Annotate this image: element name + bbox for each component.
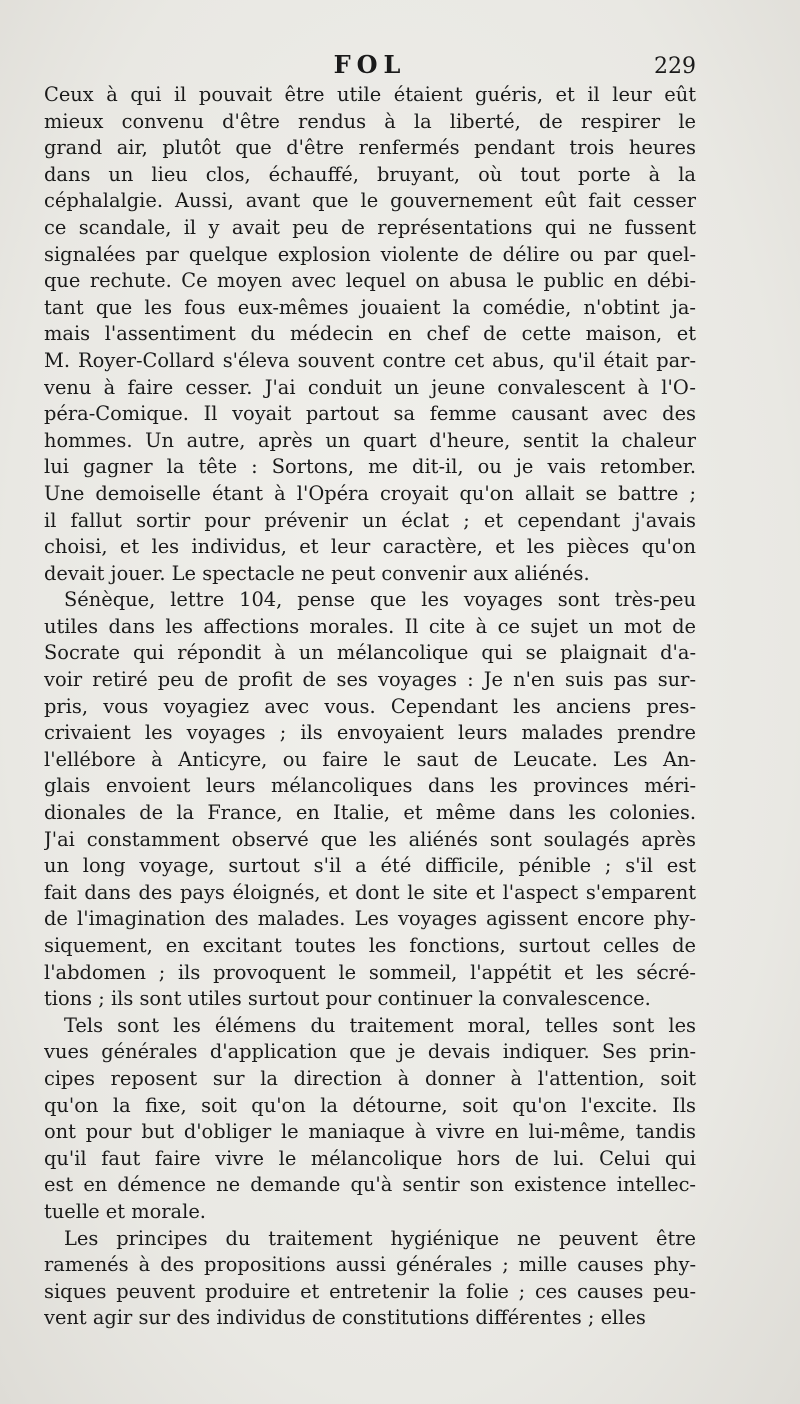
- text-line: J'ai constamment observé que les aliénés sont soulagés après: [44, 827, 696, 851]
- text-line: Les principes du traitement hygiénique ne peuvent être: [64, 1226, 696, 1250]
- text-line: pris, vous voyagiez avec vous. Cependant les anciens pres-: [44, 694, 696, 718]
- text-line: un long voyage, surtout s'il a été difficile, pénible ; s'il est: [44, 854, 696, 878]
- text-line: Une demoiselle étant à l'Opéra croyait qu'on allait se battre ;: [44, 481, 696, 505]
- text-line: ce scandale, il y avait peu de représentations qui ne fussent: [44, 215, 696, 239]
- text-line: ont pour but d'obliger le maniaque à vivre en lui-même, tandis: [44, 1120, 696, 1144]
- text-line: cipes reposent sur la direction à donner à l'attention, soit: [44, 1066, 696, 1090]
- text-line: choisi, et les individus, et leur caractère, et les pièces qu'on: [44, 535, 696, 559]
- text-line: lui gagner la tête : Sortons, me dit-il, ou je vais retomber.: [44, 455, 696, 479]
- text-line: dionales de la France, en Italie, et même dans les colonies.: [44, 801, 696, 825]
- page-body: [44, 82, 696, 1332]
- text-line: péra-Comique. Il voyait partout sa femme causant avec des: [44, 402, 696, 426]
- text-line: siquement, en excitant toutes les fonctions, surtout celles de: [44, 934, 696, 957]
- text-line: dans un lieu clos, échauffé, bruyant, où tout porte à la: [44, 162, 696, 186]
- text-line: siques peuvent produire et entretenir la folie ; ces causes peu-: [44, 1279, 696, 1303]
- text-line: utiles dans les affections morales. Il cite à ce sujet un mot de: [44, 614, 696, 638]
- text-line: l'ellébore à Anticyre, ou faire le saut de Leucate. Les An-: [44, 747, 696, 771]
- page-number: 229: [654, 54, 696, 79]
- text-line: venu à faire cesser. J'ai conduit un jeune convalescent à l'O-: [44, 375, 696, 399]
- text-line: mieux convenu d'être rendus à la liberté, de respirer le: [44, 109, 696, 133]
- text-line: qu'on la fixe, soit qu'on la détourne, soit qu'on l'excite. Ils: [44, 1093, 696, 1117]
- text-line: glais envoient leurs mélancoliques dans les provinces méri-: [44, 774, 696, 798]
- text-line: Tels sont les élémens du traitement moral, telles sont les: [64, 1013, 696, 1037]
- text-line: vues générales d'application que je devais indiquer. Ses prin-: [44, 1040, 696, 1064]
- text-line: crivaient les voyages ; ils envoyaient leurs malades prendre: [44, 721, 696, 745]
- text-line: tuelle et morale.: [44, 1199, 206, 1223]
- paragraph: [44, 82, 696, 587]
- text-line: il fallut sortir pour prévenir un éclat ; et cependant j'avais: [44, 508, 696, 532]
- text-line: voir retiré peu de profit de ses voyages : Je n'en suis pas sur-: [44, 668, 696, 692]
- text-line: signalées par quelque explosion violente de délire ou par quel-: [44, 242, 696, 266]
- paragraph: [44, 1013, 696, 1226]
- text-line: hommes. Un autre, après un quart d'heure, sentit la chaleur: [44, 428, 696, 452]
- text-line: Ceux à qui il pouvait être utile étaient guéris, et il leur eût: [44, 83, 696, 106]
- running-head: FOL: [333, 50, 407, 79]
- text-line: fait dans des pays éloignés, et dont le site et l'aspect s'emparent: [44, 880, 696, 904]
- text-line: M. Royer-Collard s'éleva souvent contre cet abus, qu'il était par-: [44, 348, 696, 372]
- text-line: Socrate qui répondit à un mélancolique qui se plaignait d'a-: [44, 641, 696, 665]
- text-line: ramenés à des propositions aussi générales ; mille causes phy-: [44, 1253, 696, 1277]
- text-line: céphalalgie. Aussi, avant que le gouvernement eût fait cesser: [44, 189, 696, 213]
- paragraph: [44, 1226, 696, 1332]
- text-line: que rechute. Ce moyen avec lequel on abusa le public en débi-: [44, 269, 696, 293]
- text-line: de l'imagination des malades. Les voyages agissent encore phy-: [44, 907, 696, 931]
- text-line: devait jouer. Le spectacle ne peut convenir aux aliénés.: [44, 561, 590, 585]
- text-line: mais l'assentiment du médecin en chef de cette maison, et: [44, 322, 696, 346]
- text-line: l'abdomen ; ils provoquent le sommeil, l'appétit et les sécré-: [44, 960, 696, 984]
- text-line: Sénèque, lettre 104, pense que les voyages sont très-peu: [64, 588, 696, 612]
- paragraph: [44, 587, 696, 1013]
- text-line: qu'il faut faire vivre le mélancolique hors de lui. Celui qui: [44, 1146, 696, 1170]
- text-line: grand air, plutôt que d'être renfermés pendant trois heures: [44, 136, 696, 160]
- page-header: [44, 50, 696, 84]
- text-line: est en démence ne demande qu'à sentir son existence intellec-: [44, 1173, 696, 1197]
- text-line: tions ; ils sont utiles surtout pour continuer la convalescence.: [44, 987, 651, 1011]
- text-line: tant que les fous eux-mêmes jouaient la comédie, n'obtint ja-: [44, 295, 696, 319]
- text-line: vent agir sur des individus de constitutions différentes ; elles: [44, 1306, 646, 1330]
